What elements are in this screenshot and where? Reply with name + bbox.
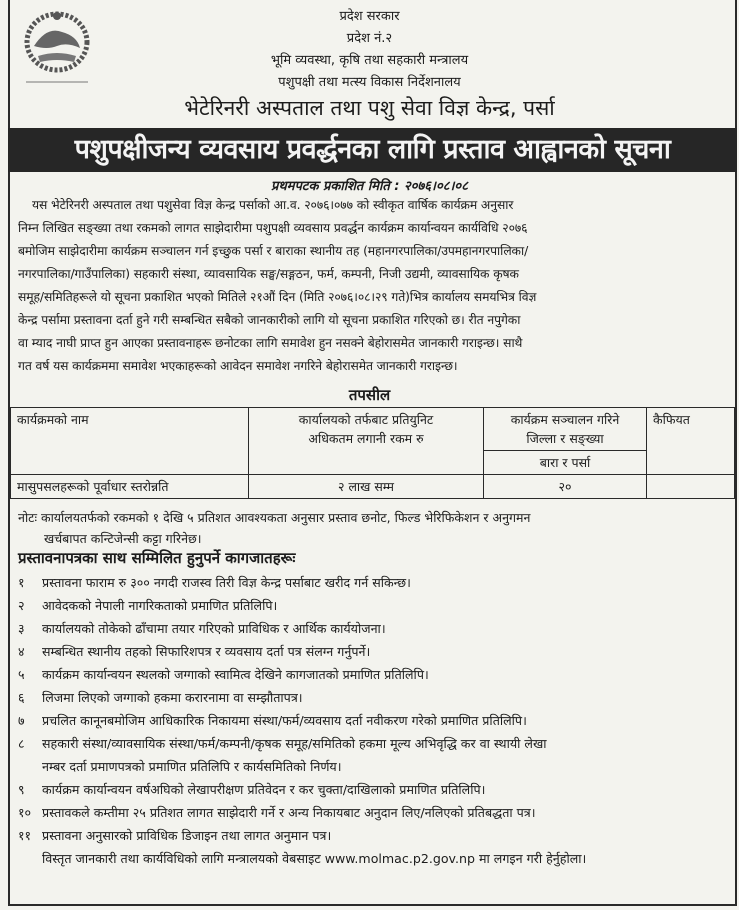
document-text: आवेदकको नेपाली नागरिकताको प्रमाणित प्रतिलिपि।: [42, 598, 278, 613]
document-text: कार्यालयको तोकेको ढाँचामा तयार गरिएको प्राविधिक र आर्थिक कार्ययोजना।: [42, 621, 386, 636]
paragraph-line: बमोजिम साझेदारीमा कार्यक्रम सञ्चालन गर्न इच्छुक पर्सा र बाराका स्थानीय तह (महानगरपालिका/उपमहानगरपालिका/: [18, 244, 529, 258]
document-number: ९: [18, 782, 25, 797]
document-number: ११: [18, 828, 32, 843]
paragraph-line: गत वर्ष यस कार्यक्रममा समावेश भएकाहरूको आवेदन समावेश नगरिने बेहोरासमेत जानकारी गराइन्छ।: [18, 359, 458, 373]
document-number: ४: [18, 644, 25, 659]
document-item: [18, 735, 733, 752]
document-text: प्रस्तावकले कम्तीमा २५ प्रतिशत लागत साझेदारी गर्ने र अन्य निकायबाट अनुदान लिए/नलिएको प्रतिबद्धता पत्र।: [42, 805, 536, 820]
document-number: ७: [18, 713, 25, 728]
header-max-investment: [249, 408, 484, 475]
document-number: ६: [18, 690, 25, 705]
header-remarks: कैफियत: [647, 408, 735, 475]
website-link[interactable]: www.molmac.p2.gov.np: [324, 851, 475, 866]
cell-program-name: मासुपसलहरूको पूर्वाधार स्तरोन्नति: [11, 475, 249, 499]
document-number: ८: [18, 736, 25, 751]
paragraph-line: केन्द्र पर्सामा प्रस्तावना दर्ता हुने गरी सम्बन्धित सबैको जानकारीको लागि यो सूचना प्रकाशित गरिएको छ। रीत नपुगेका: [18, 313, 521, 327]
document-text: प्रस्तावना फाराम रु ३०० नगदी राजस्व तिरी विज्ञ केन्द्र पर्साबाट खरीद गर्न सकिन्छ।: [42, 575, 411, 590]
note-line-2: खर्चबापत कन्टिजेन्सी कट्टा गरिनेछ।: [44, 531, 202, 546]
paragraph-line: समूह/समितिहरूले यो सूचना प्रकाशित भएको मितिले २१औं दिन (मिति २०७६।०८।२९ गते)भित्र कार्यालय समयभित्र विज्ञ: [18, 290, 537, 304]
cell-max-investment: २ लाख सम्म: [249, 475, 484, 499]
cell-count: २०: [484, 475, 647, 499]
header-line-1: प्रदेश सरकार: [339, 9, 400, 24]
document-number: १०: [18, 805, 32, 820]
document-text: कार्यक्रम कार्यान्वयन स्थलको जग्गाको स्वामित्व देखिने कागजातको प्रमाणित प्रतिलिपि।: [42, 667, 429, 682]
header-district: [484, 408, 647, 451]
document-item: [18, 620, 733, 637]
header-line-2: प्रदेश नं.२: [346, 31, 393, 46]
document-number: २: [18, 598, 25, 613]
document-item: [18, 827, 733, 844]
details-heading: तपसील: [348, 386, 391, 404]
header-district-line2: जिल्ला र सङ्ख्या: [526, 431, 604, 446]
header-max-investment-line2: अधिकतम लगानी रकम रु: [308, 431, 424, 446]
document-number: ५: [18, 667, 25, 682]
header-max-investment-line1: कार्यालयको तर्फबाट प्रतियुनिट: [298, 412, 434, 427]
document-item: [18, 574, 733, 591]
document-item: [18, 712, 733, 729]
header-office-name: भेटेरिनरी अस्पताल तथा पशु सेवा विज्ञ केन्द्र, पर्सा: [184, 96, 555, 120]
footer-text-after: मा लगइन गरी हेर्नुहोला।: [474, 851, 587, 866]
document-text: प्रचलित कानूनबमोजिम आधिकारिक निकायमा संस्था/फर्म/व्यवसाय दर्ता नवीकरण गरेको प्रमाणित प्रतिलिपि।: [42, 713, 527, 728]
document-item: [18, 689, 733, 706]
document-item: [18, 643, 733, 660]
document-text: कार्यक्रम कार्यान्वयन वर्षअघिको लेखापरीक्षण प्रतिवेदन र कर चुक्ता/दाखिलाको प्रमाणित प्रतिलिपि।: [42, 782, 486, 797]
document-item: [18, 781, 733, 798]
footer-line: [42, 850, 732, 867]
header-district-sub: बारा र पर्सा: [484, 451, 647, 475]
header-directorate: पशुपक्षी तथा मत्स्य विकास निर्देशनालय: [278, 75, 461, 90]
document-text: सहकारी संस्था/व्यावसायिक संस्था/फर्म/कम्पनी/कृषक समूह/समितिको हकमा मूल्य अभिवृद्धि कर वा स्थायी लेखा: [42, 736, 547, 751]
document-number: १: [18, 575, 25, 590]
document-item: [18, 666, 733, 683]
header-program-name: कार्यक्रमको नाम: [11, 408, 249, 475]
table-header-row: [11, 408, 735, 451]
paragraph-line: यस भेटेरिनरी अस्पताल तथा पशुसेवा विज्ञ केन्द्र पर्साको आ.व. २०७६।०७७ को स्वीकृत वार्षिक कार्यक्रम अनुसार: [32, 198, 514, 212]
document-text: प्रस्तावना अनुसारको प्राविधिक डिजाइन तथा लागत अनुमान पत्र।: [42, 828, 332, 843]
document-text: सम्बन्धित स्थानीय तहको सिफारिशपत्र र व्यवसाय दर्ता पत्र संलग्न गर्नुपर्ने।: [42, 644, 371, 659]
footer-text-before: विस्तृत जानकारी तथा कार्यविधिको लागि मन्त्रालयको वेबसाइट: [42, 851, 325, 866]
document-item-continued: नम्बर दर्ता प्रमाणपत्रको प्रमाणित प्रतिलिपि र कार्यसमितिको निर्णय।: [42, 759, 342, 774]
header-ministry: भूमि व्यवस्था, कृषि तथा सहकारी मन्त्रालय: [270, 53, 469, 68]
program-table: [10, 407, 735, 499]
header-district-line1: कार्यक्रम सञ्चालन गरिने: [510, 412, 620, 427]
publish-date: प्रथमपटक प्रकाशित मिति : २०७६।०८।०८: [271, 179, 468, 194]
documents-heading: प्रस्तावनापत्रका साथ सम्मिलित हुनुपर्ने कागजातहरूः: [18, 549, 296, 567]
paragraph-line: निम्न लिखित सङ्ख्या तथा रकमको लागत साझेदारीमा पशुपक्षी व्यवसाय प्रवर्द्धन कार्यक्रम कार्यान्वयन कार्यविधि २०७६: [18, 221, 528, 235]
cell-remarks: [647, 475, 735, 499]
document-item: [18, 597, 733, 614]
paragraph-line: नगरपालिका/गाउँपालिका) सहकारी संस्था, व्यावसायिक सङ्घ/सङ्गठन, फर्म, कम्पनी, निजी उद्यमी, व्यावसायिक कृषक: [18, 267, 519, 281]
paragraph-line: वा म्याद नाघी प्राप्त हुन आएका प्रस्तावनाहरू छनोटका लागि समावेश हुन नसक्ने बेहोरासमेत जानकारी गराइन्छ। साथै: [18, 336, 523, 350]
document-item: [18, 804, 733, 821]
note-line-1: नोटः कार्यालयतर्फको रकमको १ देखि ५ प्रतिशत आवश्यकता अनुसार प्रस्ताव छनोट, फिल्ड भेरिफिकेशन र अनुगमन: [18, 510, 531, 525]
document-number: ३: [18, 621, 25, 636]
table-row: [11, 475, 735, 499]
document-text: लिजमा लिएको जग्गाको हकमा करारनामा वा सम्झौतापत्र।: [42, 690, 303, 705]
notice-title-banner: पशुपक्षीजन्य व्यवसाय प्रवर्द्धनका लागि प्रस्ताव आह्वानको सूचना: [8, 128, 737, 172]
